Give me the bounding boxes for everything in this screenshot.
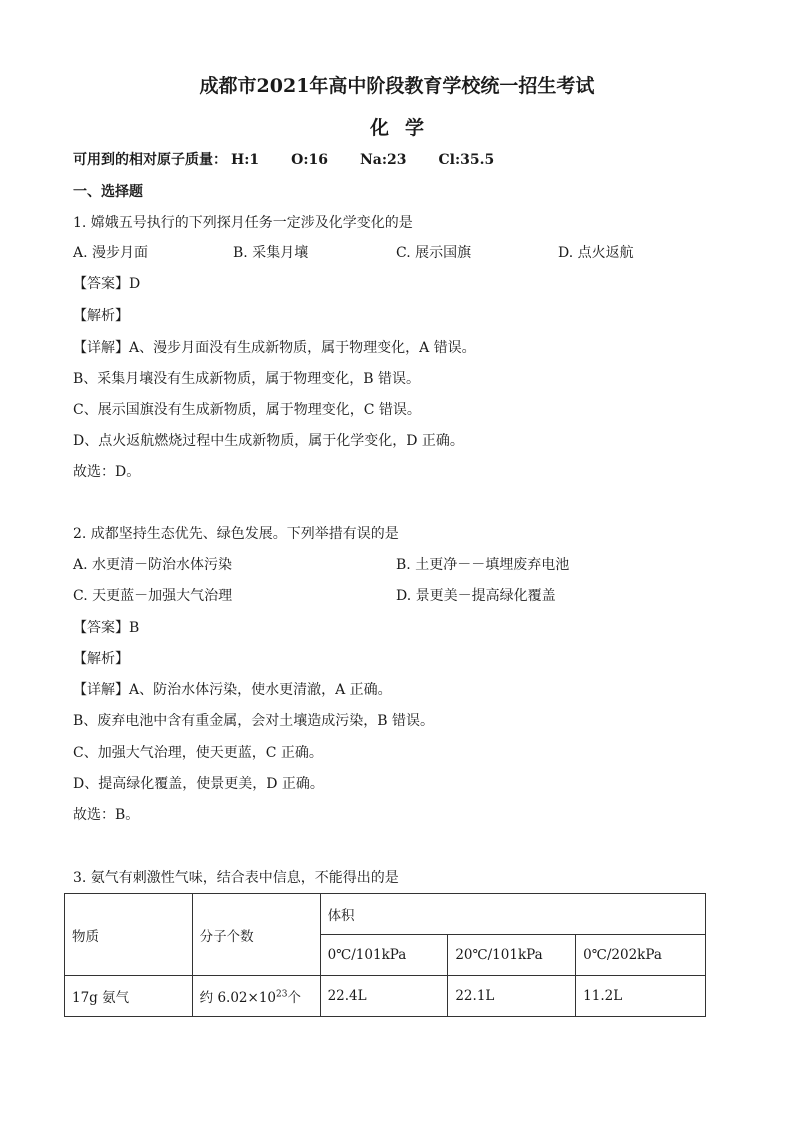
q2-analysis: 【解析】	[73, 651, 129, 667]
header-substance: 物质	[65, 894, 193, 976]
condition-20c-101kpa: 20℃/101kPa	[448, 935, 576, 976]
q2-answer: 【答案】B	[73, 620, 140, 636]
mass-cl: Cl:35.5	[438, 152, 495, 168]
header-volume: 体积	[320, 894, 705, 935]
q2-stem: 2. 成都坚持生态优先、绿色发展。下列举措有误的是	[73, 526, 399, 542]
mass-na: Na:23	[360, 152, 407, 168]
q1-detail-2: B、采集月壤没有生成新物质，属于物理变化，B 错误。	[73, 371, 421, 387]
q1-conclusion: 故选：D。	[73, 464, 141, 480]
molecule-count-unit: 个	[287, 990, 301, 1006]
subject-title: 化学	[369, 117, 440, 139]
atomic-masses	[73, 150, 526, 170]
molecule-count-exponent: 23	[276, 989, 288, 1000]
q1-stem: 1. 嫦娥五号执行的下列探月任务一定涉及化学变化的是	[73, 215, 413, 231]
condition-0c-202kpa: 0℃/202kPa	[576, 935, 706, 976]
q1-detail-4: D、点火返航燃烧过程中生成新物质，属于化学变化，D 正确。	[73, 433, 464, 449]
q1-analysis: 【解析】	[73, 308, 129, 324]
molecule-count-base: 约 6.02×10	[199, 990, 277, 1006]
mass-h: H:1	[231, 152, 260, 168]
q2-detail-4: D、提高绿化覆盖，使景更美，D 正确。	[73, 776, 324, 792]
q2-option-a: A. 水更清－防治水体污染	[73, 557, 233, 573]
q1-option-a: A. 漫步月面	[73, 245, 149, 261]
row-molecule-count	[192, 976, 320, 1017]
q2-option-d: D. 景更美－提高绿化覆盖	[396, 588, 556, 604]
q2-option-c: C. 天更蓝－加强大气治理	[73, 588, 233, 604]
mass-o: O:16	[291, 152, 328, 168]
q2-detail-2: B、废弃电池中含有重金属，会对土壤造成污染，B 错误。	[73, 713, 435, 729]
q1-option-d: D. 点火返航	[558, 245, 634, 261]
q3-table	[64, 893, 706, 1017]
q1-detail-3: C、展示国旗没有生成新物质，属于物理变化，C 错误。	[73, 402, 421, 418]
q2-detail-3: C、加强大气治理，使天更蓝，C 正确。	[73, 745, 323, 761]
q1-answer: 【答案】D	[73, 276, 141, 292]
q1-option-c: C. 展示国旗	[396, 245, 472, 261]
q2-option-b: B. 土更净－－填埋废弃电池	[396, 557, 570, 573]
row-substance: 17g 氨气	[65, 976, 193, 1017]
q2-detail-1: 【详解】A、防治水体污染，使水更清澈，A 正确。	[73, 682, 392, 698]
row-volume-0c-101kpa: 22.4L	[320, 976, 448, 1017]
row-volume-20c-101kpa: 22.1L	[448, 976, 576, 1017]
q3-stem: 3. 氨气有刺激性气味，结合表中信息，不能得出的是	[73, 870, 399, 886]
exam-title: 成都市2021年高中阶段教育学校统一招生考试	[199, 75, 595, 97]
q1-option-b: B. 采集月壤	[233, 245, 309, 261]
condition-0c-101kpa: 0℃/101kPa	[320, 935, 448, 976]
header-molecule-count: 分子个数	[192, 894, 320, 976]
section-heading: 一、选择题	[73, 184, 143, 200]
row-volume-0c-202kpa: 11.2L	[576, 976, 706, 1017]
q2-conclusion: 故选：B。	[73, 807, 140, 823]
q1-detail-1: 【详解】A、漫步月面没有生成新物质，属于物理变化，A 错误。	[73, 340, 476, 356]
atomic-masses-label: 可用到的相对原子质量：	[73, 152, 227, 168]
